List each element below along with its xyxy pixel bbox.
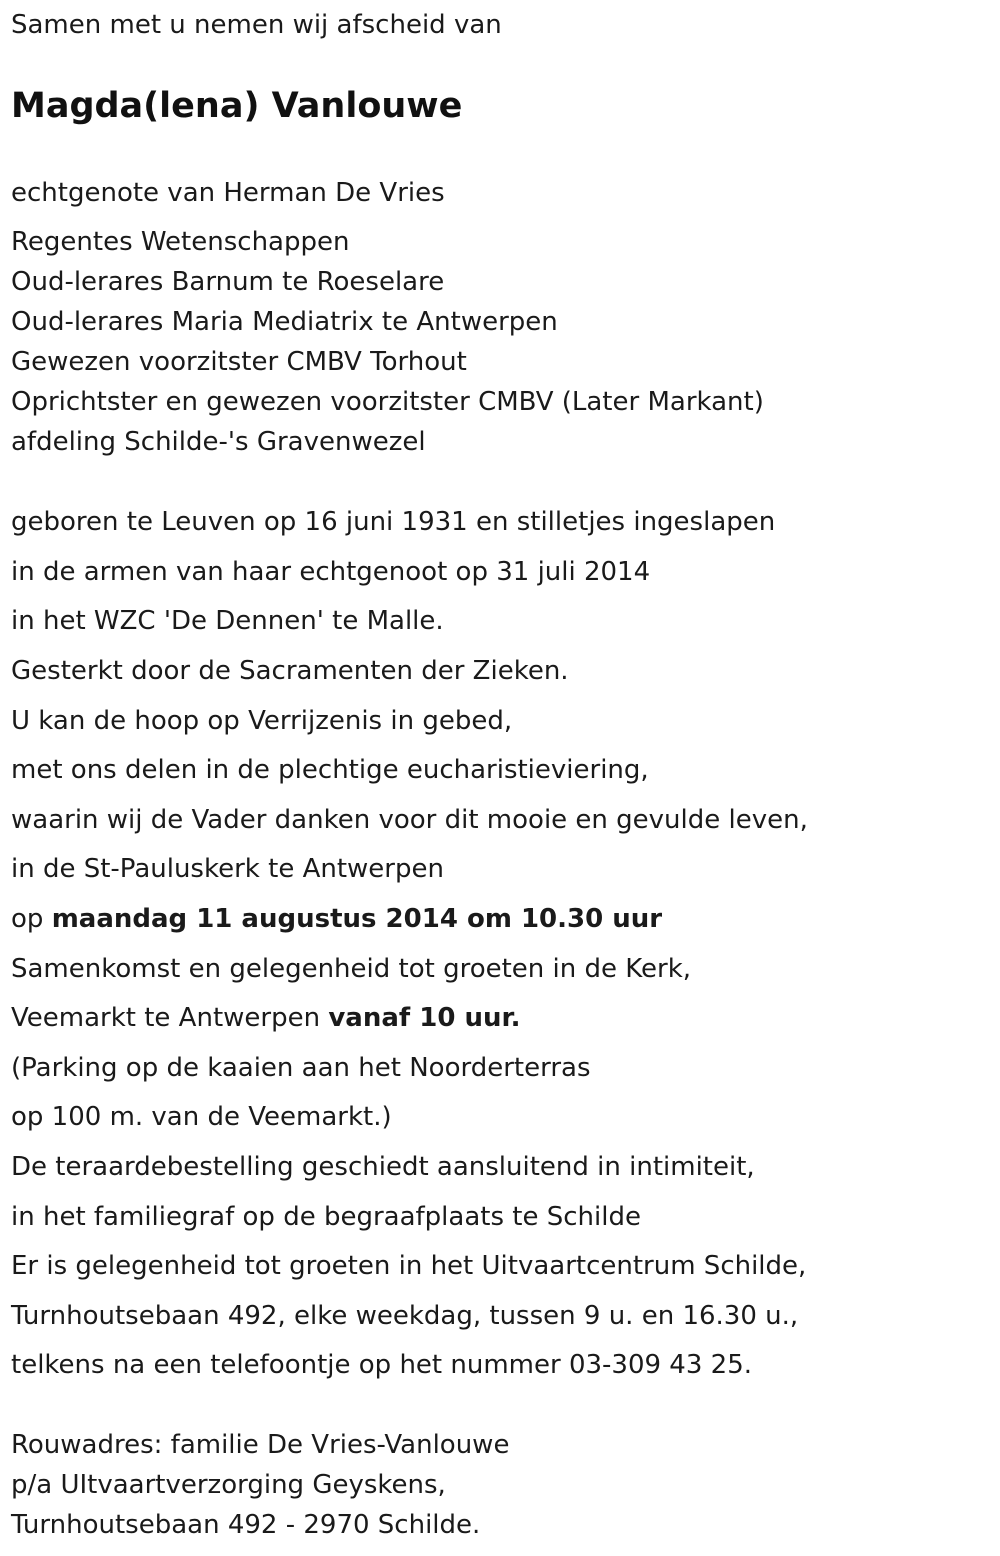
body-line: in de St-Pauluskerk te Antwerpen <box>11 854 444 884</box>
gathering-time: vanaf 10 uur. <box>328 1003 521 1033</box>
body-line: geboren te Leuven op 16 juni 1931 en stilletjes ingeslapen <box>11 507 776 537</box>
address-line: Rouwadres: familie De Vries-Vanlouwe <box>11 1430 510 1460</box>
body-line: Er is gelegenheid tot groeten in het Uitvaartcentrum Schilde, <box>11 1251 807 1281</box>
body-line: in de armen van haar echtgenoot op 31 juli 2014 <box>11 557 651 587</box>
body-line: waarin wij de Vader danken voor dit mooie en gevulde leven, <box>11 805 808 835</box>
body-line: in het WZC 'De Dennen' te Malle. <box>11 606 444 636</box>
body-line: Turnhoutsebaan 492, elke weekdag, tussen 9 u. en 16.30 u., <box>11 1301 799 1331</box>
title-line: Oprichtster en gewezen voorzitster CMBV (Later Markant) <box>11 387 764 417</box>
title-line: Gewezen voorzitster CMBV Torhout <box>11 347 467 377</box>
intro-text: Samen met u nemen wij afscheid van <box>11 10 502 40</box>
body-line: Gesterkt door de Sacramenten der Zieken. <box>11 656 569 686</box>
ceremony-datetime: maandag 11 augustus 2014 om 10.30 uur <box>51 904 663 934</box>
spouse-line: echtgenote van Herman De Vries <box>11 178 445 208</box>
body-line: telkens na een telefoontje op het nummer 03-309 43 25. <box>11 1350 752 1380</box>
body-line: in het familiegraf op de begraafplaats te Schilde <box>11 1202 641 1232</box>
deceased-name: Magda(lena) Vanlouwe <box>11 86 463 126</box>
address-line: Turnhoutsebaan 492 - 2970 Schilde. <box>11 1510 481 1540</box>
title-line: Oud-lerares Maria Mediatrix te Antwerpen <box>11 307 558 337</box>
title-line: Regentes Wetenschappen <box>11 227 350 257</box>
gathering-line <box>11 1002 521 1034</box>
body-line: U kan de hoop op Verrijzenis in gebed, <box>11 706 513 736</box>
body-line: (Parking op de kaaien aan het Noorderterras <box>11 1053 591 1083</box>
body-line: op 100 m. van de Veemarkt.) <box>11 1102 392 1132</box>
title-line: Oud-lerares Barnum te Roeselare <box>11 267 445 297</box>
title-line: afdeling Schilde-'s Gravenwezel <box>11 427 426 457</box>
gathering-prefix: Veemarkt te Antwerpen <box>11 1003 329 1033</box>
body-line: De teraardebestelling geschiedt aansluitend in intimiteit, <box>11 1152 755 1182</box>
ceremony-line <box>11 903 662 935</box>
body-line: Samenkomst en gelegenheid tot groeten in de Kerk, <box>11 954 692 984</box>
ceremony-prefix: op <box>11 904 52 934</box>
address-line: p/a UItvaartverzorging Geyskens, <box>11 1470 446 1500</box>
body-line: met ons delen in de plechtige eucharistieviering, <box>11 755 649 785</box>
